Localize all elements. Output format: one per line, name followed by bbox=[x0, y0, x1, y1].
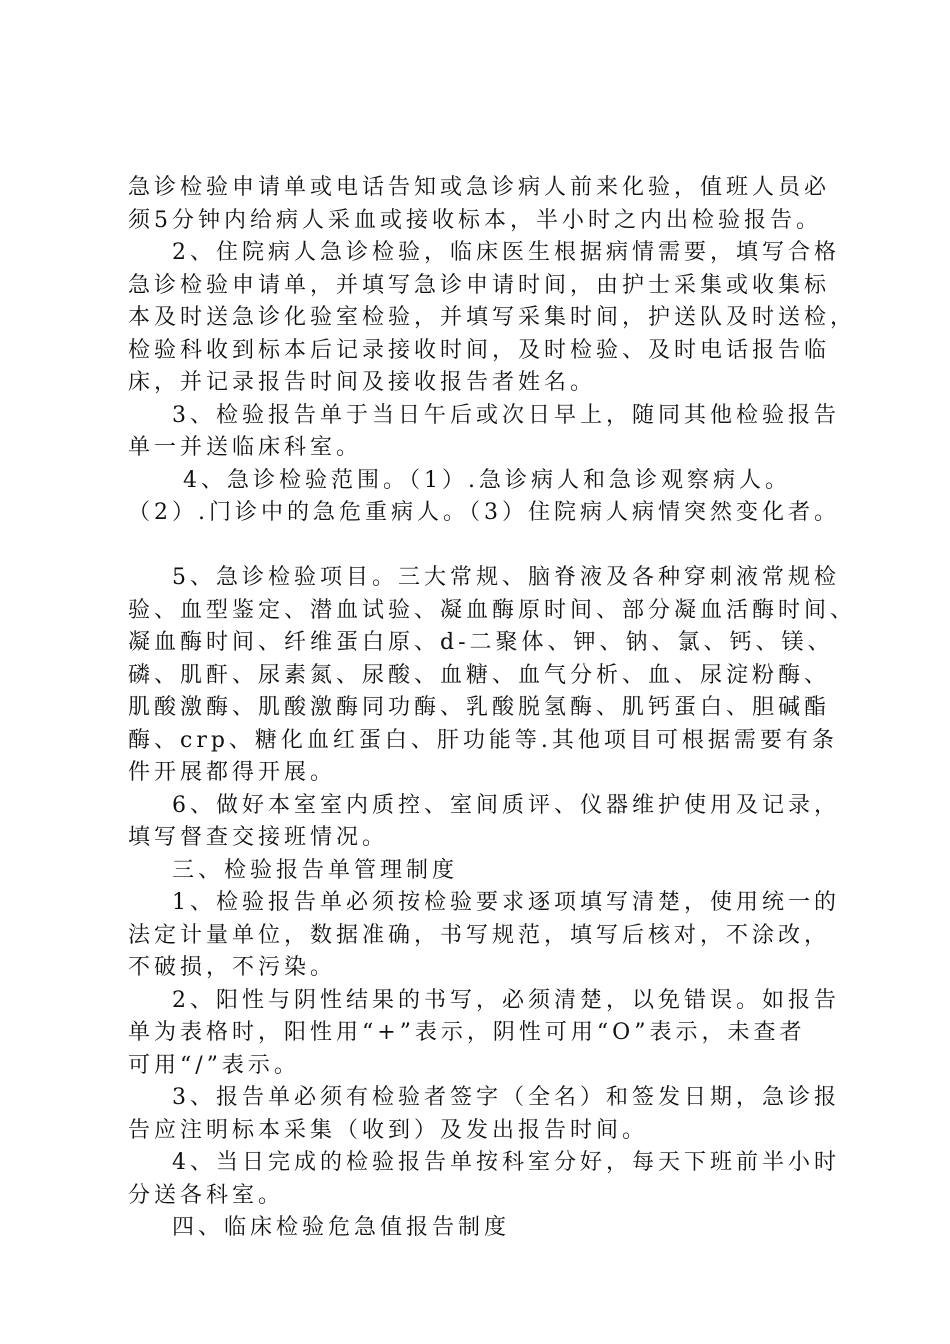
text-line: 告应注明标本采集（收到）及发出报告时间。 bbox=[128, 1117, 649, 1143]
text-line: 本及时送急诊化验室检验，并填写采集时间，护送队及时送检， bbox=[128, 305, 857, 330]
text-line: 肌酸激酶、肌酸激酶同功酶、乳酸脱氢酶、肌钙蛋白、胆碱酯 bbox=[128, 695, 831, 720]
section-heading: 三、检验报告单管理制度 bbox=[128, 857, 458, 883]
blank-line bbox=[128, 530, 843, 563]
text-line: （2）.门诊中的急危重病人。（3）住院病人病情突然变化者。 bbox=[128, 500, 840, 525]
text-line: 单一并送临床科室。 bbox=[128, 435, 363, 460]
text-line: 6、做好本室室内质控、室间质评、仪器维护使用及记录， bbox=[128, 792, 840, 818]
text-line: 不破损，不污染。 bbox=[128, 955, 337, 980]
section-heading: 四、临床检验危急值报告制度 bbox=[128, 1215, 510, 1240]
text-line: 2、住院病人急诊检验，临床医生根据病情需要，填写合格 bbox=[128, 240, 840, 265]
text-line: 急诊检验申请单或电话告知或急诊病人前来化验，值班人员必 bbox=[128, 175, 831, 200]
text-line: 填写督查交接班情况。 bbox=[128, 825, 389, 850]
document-body bbox=[128, 172, 857, 1245]
text-line: 须5分钟内给病人采血或接收标本，半小时之内出检验报告。 bbox=[128, 207, 822, 233]
text-line: 3、报告单必须有检验者签字（全名）和签发日期，急诊报 bbox=[128, 1085, 840, 1110]
text-line: 凝血酶时间、纤维蛋白原、d-二聚体、钾、钠、氯、钙、镁、 bbox=[128, 630, 834, 655]
text-line: 5、急诊检验项目。三大常规、脑脊液及各种穿刺液常规检 bbox=[128, 565, 840, 590]
text-line: 4、当日完成的检验报告单按科室分好，每天下班前半小时 bbox=[128, 1150, 840, 1175]
text-line: 2、阳性与阴性结果的书写，必须清楚，以免错误。如报告 bbox=[128, 987, 840, 1013]
text-line: 分送各科室。 bbox=[128, 1182, 285, 1208]
text-line: 件开展都得开展。 bbox=[128, 760, 337, 785]
text-line: 单为表格时，阳性用“+”表示，阴性可用“O”表示，未查者 bbox=[128, 1020, 806, 1045]
text-line: 4、急诊检验范围。（1）.急诊病人和急诊观察病人。 bbox=[128, 467, 791, 493]
text-line: 验、血型鉴定、潜血试验、凝血酶原时间、部分凝血活酶时间、 bbox=[128, 597, 857, 623]
text-line: 3、检验报告单于当日午后或次日早上，随同其他检验报告 bbox=[128, 402, 840, 428]
text-line: 酶、crp、糖化血红蛋白、肝功能等.其他项目可根据需要有条 bbox=[128, 727, 838, 753]
text-line: 磷、肌酐、尿素氮、尿酸、血糖、血气分析、血、尿淀粉酶、 bbox=[128, 662, 831, 688]
text-line: 可用“/”表示。 bbox=[128, 1052, 300, 1078]
text-line: 急诊检验申请单，并填写急诊申请时间，由护士采集或收集标 bbox=[128, 272, 831, 298]
text-line: 法定计量单位，数据准确，书写规范，填写后核对，不涂改， bbox=[128, 922, 831, 948]
text-line: 检验科收到标本后记录接收时间，及时检验、及时电话报告临 bbox=[128, 337, 831, 363]
text-line: 床，并记录报告时间及接收报告者姓名。 bbox=[128, 370, 597, 395]
text-line: 1、检验报告单必须按检验要求逐项填写清楚，使用统一的 bbox=[128, 890, 840, 915]
